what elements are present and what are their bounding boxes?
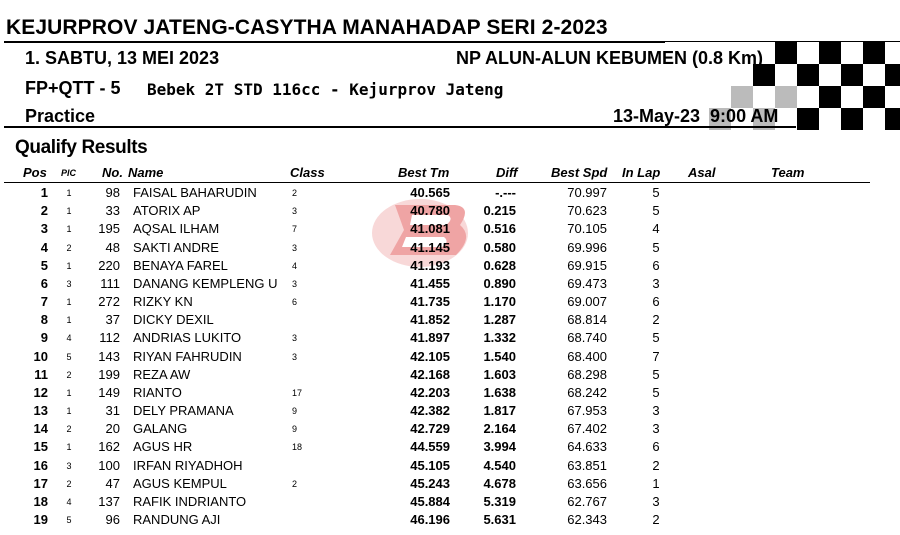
name-cell: RANDUNG AJI (133, 512, 221, 528)
event-title: KEJURPROV JATENG-CASYTHA MANAHADAP SERI 2-2023 (6, 16, 608, 39)
name-cell: AQSAL ILHAM (133, 221, 220, 237)
number-cell: 220 (98, 257, 120, 273)
table-row (0, 458, 900, 476)
class-cell: 2 (292, 478, 298, 489)
divider (4, 126, 796, 128)
pic-cell: 5 (66, 515, 72, 526)
name-cell: RIYAN FAHRUDIN (133, 348, 242, 364)
name-cell: GALANG (133, 421, 188, 437)
class-cell: 6 (292, 297, 298, 308)
in-lap-cell: 5 (652, 330, 660, 346)
table-row (0, 367, 900, 385)
session-timestamp: 13-May-23 9:00 AM (613, 106, 779, 126)
divider (4, 182, 870, 183)
name-cell: DELY PRAMANA (133, 403, 234, 419)
table-row (0, 349, 900, 367)
class-cell: 3 (292, 242, 298, 253)
table-row (0, 385, 900, 403)
pic-cell: 1 (66, 206, 72, 217)
name-cell: RIANTO (133, 384, 182, 400)
pic-cell: 4 (66, 333, 72, 344)
name-cell: REZA AW (133, 366, 191, 382)
class-cell: 17 (292, 387, 303, 398)
diff-cell: 0.580 (483, 239, 516, 255)
pos-cell: 14 (33, 421, 48, 437)
class-cell: 18 (292, 442, 303, 453)
pic-cell: 1 (66, 387, 72, 398)
pos-cell: 11 (34, 366, 48, 382)
table-row (0, 276, 900, 294)
best-speed-cell: 69.473 (567, 275, 607, 291)
col-name: Name (128, 165, 164, 180)
name-cell: AGUS KEMPUL (133, 475, 227, 491)
class-cell: 3 (292, 333, 298, 344)
best-time-cell: 41.897 (410, 330, 450, 346)
number-cell: 195 (98, 221, 120, 237)
number-cell: 33 (105, 203, 120, 219)
class-name: Bebek 2T STD 116cc - Kejurprov Jateng (147, 80, 504, 99)
pic-cell: 1 (66, 297, 72, 308)
number-cell: 199 (98, 366, 120, 382)
best-speed-cell: 62.343 (567, 512, 607, 528)
pic-cell: 1 (66, 260, 72, 271)
best-time-cell: 41.735 (410, 294, 450, 310)
best-speed-cell: 62.767 (567, 493, 607, 509)
number-cell: 143 (98, 348, 120, 364)
table-row (0, 258, 900, 276)
best-time-cell: 40.565 (410, 185, 450, 200)
in-lap-cell: 3 (652, 421, 660, 437)
pic-cell: 1 (66, 406, 72, 417)
pic-cell: 3 (66, 460, 72, 471)
diff-cell: 4.540 (483, 457, 516, 473)
diff-cell: 2.164 (483, 421, 516, 437)
pic-cell: 2 (66, 369, 72, 380)
class-cell: 7 (292, 224, 298, 235)
best-speed-cell: 68.298 (567, 366, 607, 382)
best-time-cell: 41.145 (410, 239, 450, 255)
number-cell: 98 (105, 185, 120, 200)
in-lap-cell: 3 (652, 403, 660, 419)
number-cell: 162 (98, 439, 120, 455)
diff-cell: 0.215 (483, 203, 516, 219)
number-cell: 149 (98, 384, 120, 400)
in-lap-cell: 5 (652, 185, 660, 200)
in-lap-cell: 5 (652, 239, 660, 255)
best-time-cell: 42.729 (410, 421, 450, 437)
best-time-cell: 45.243 (410, 475, 450, 491)
col-asal: Asal (688, 165, 716, 180)
diff-cell: 1.540 (483, 348, 516, 364)
event-venue: NP ALUN-ALUN KEBUMEN (0.8 Km) (456, 48, 764, 68)
number-cell: 112 (99, 330, 120, 346)
in-lap-cell: 6 (652, 257, 660, 273)
class-cell: 2 (292, 188, 298, 198)
diff-cell: 3.994 (483, 439, 516, 455)
name-cell: DICKY DEXIL (133, 312, 214, 328)
table-row (0, 240, 900, 258)
best-speed-cell: 68.740 (567, 330, 607, 346)
col-in-lap: In Lap (622, 165, 661, 180)
diff-cell: 1.817 (483, 403, 516, 419)
best-time-cell: 41.193 (410, 257, 450, 273)
best-speed-cell: 70.105 (567, 221, 607, 237)
number-cell: 100 (98, 457, 120, 473)
pos-cell: 7 (40, 294, 48, 310)
best-speed-cell: 68.400 (567, 348, 607, 364)
class-cell: 4 (292, 260, 298, 271)
table-row (0, 221, 900, 239)
col-class: Class (290, 165, 325, 180)
number-cell: 47 (105, 475, 120, 491)
number-cell: 20 (105, 421, 120, 437)
col-pos: Pos (23, 165, 47, 180)
number-cell: 31 (105, 403, 120, 419)
pic-cell: 3 (66, 278, 72, 289)
name-cell: AGUS HR (133, 439, 193, 455)
pic-cell: 2 (66, 242, 72, 253)
pos-cell: 2 (40, 203, 48, 219)
number-cell: 48 (105, 239, 120, 255)
table-row (0, 185, 900, 203)
event-date: 1. SABTU, 13 MEI 2023 (25, 48, 220, 68)
best-time-cell: 41.081 (410, 221, 450, 237)
name-cell: ATORIX AP (133, 203, 201, 219)
best-speed-cell: 68.242 (567, 384, 607, 400)
name-cell: SAKTI ANDRE (133, 239, 219, 255)
best-time-cell: 42.168 (410, 366, 450, 382)
table-row (0, 330, 900, 348)
col-pic: PIC (61, 168, 77, 178)
best-time-cell: 41.852 (410, 312, 450, 328)
best-speed-cell: 69.007 (567, 294, 607, 310)
diff-cell: 5.631 (483, 512, 516, 528)
table-row (0, 312, 900, 330)
session-code: FP+QTT - 5 (25, 78, 121, 98)
session-type: Practice (25, 106, 96, 126)
name-cell: ANDRIAS LUKITO (133, 330, 242, 346)
table-row (0, 203, 900, 221)
number-cell: 37 (105, 312, 120, 328)
diff-cell: 0.628 (483, 257, 516, 273)
name-cell: RIZKY KN (133, 294, 193, 310)
in-lap-cell: 2 (652, 457, 660, 473)
best-time-cell: 42.105 (410, 348, 450, 364)
class-cell: 9 (292, 424, 298, 435)
pos-cell: 5 (40, 257, 48, 273)
best-time-cell: 40.780 (410, 203, 450, 219)
pic-cell: 5 (66, 351, 72, 362)
table-row (0, 494, 900, 512)
best-time-cell: 44.559 (410, 439, 450, 455)
pos-cell: 6 (40, 275, 48, 291)
in-lap-cell: 5 (652, 366, 660, 382)
pos-cell: 10 (33, 348, 48, 364)
best-speed-cell: 64.633 (567, 439, 607, 455)
in-lap-cell: 3 (652, 275, 660, 291)
pos-cell: 16 (33, 457, 48, 473)
name-cell: RAFIK INDRIANTO (133, 493, 247, 509)
in-lap-cell: 3 (652, 493, 660, 509)
diff-cell: 1.638 (483, 384, 516, 400)
pic-cell: 1 (66, 315, 72, 326)
in-lap-cell: 6 (652, 439, 660, 455)
class-cell: 3 (292, 278, 298, 289)
pic-cell: 2 (66, 424, 72, 435)
best-time-cell: 45.105 (410, 457, 450, 473)
best-speed-cell: 63.851 (567, 457, 607, 473)
pic-cell: 1 (66, 188, 72, 198)
diff-cell: -.--- (495, 185, 516, 200)
class-cell: 3 (292, 351, 298, 362)
class-cell: 9 (292, 406, 298, 417)
in-lap-cell: 5 (652, 203, 660, 219)
best-speed-cell: 67.402 (567, 421, 607, 437)
diff-cell: 1.170 (483, 294, 516, 310)
table-row (0, 294, 900, 312)
diff-cell: 1.603 (483, 366, 516, 382)
pos-cell: 9 (40, 330, 48, 346)
in-lap-cell: 4 (652, 221, 660, 237)
pos-cell: 18 (33, 493, 48, 509)
in-lap-cell: 6 (652, 294, 660, 310)
name-cell: IRFAN RIYADHOH (133, 457, 243, 473)
number-cell: 96 (105, 512, 120, 528)
pic-cell: 1 (66, 442, 72, 453)
in-lap-cell: 2 (652, 512, 660, 528)
best-speed-cell: 63.656 (567, 475, 607, 491)
pos-cell: 12 (33, 384, 48, 400)
table-row (0, 476, 900, 494)
best-speed-cell: 69.915 (567, 257, 607, 273)
pos-cell: 17 (33, 475, 48, 491)
in-lap-cell: 1 (652, 475, 660, 491)
pos-cell: 13 (33, 403, 48, 419)
diff-cell: 0.516 (483, 221, 516, 237)
pic-cell: 2 (66, 478, 72, 489)
diff-cell: 4.678 (483, 475, 516, 491)
number-cell: 137 (98, 493, 120, 509)
col-diff: Diff (496, 165, 518, 180)
best-time-cell: 45.884 (410, 493, 450, 509)
in-lap-cell: 7 (652, 348, 660, 364)
col-no: No. (102, 165, 123, 180)
table-row (0, 439, 900, 457)
number-cell: 272 (98, 294, 120, 310)
col-best-spd: Best Spd (551, 165, 608, 180)
col-team: Team (771, 165, 805, 180)
diff-cell: 1.332 (483, 330, 516, 346)
best-time-cell: 41.455 (410, 275, 450, 291)
diff-cell: 0.890 (483, 275, 516, 291)
name-cell: DANANG KEMPLENG U (133, 275, 278, 291)
pos-cell: 19 (33, 512, 48, 528)
class-cell: 3 (292, 206, 298, 217)
qualify-results-heading: Qualify Results (15, 137, 148, 158)
table-row (0, 403, 900, 421)
pos-cell: 3 (40, 221, 48, 237)
pos-cell: 15 (33, 439, 48, 455)
name-cell: BENAYA FAREL (133, 257, 228, 273)
diff-cell: 5.319 (483, 493, 516, 509)
best-speed-cell: 70.997 (567, 185, 607, 200)
pos-cell: 8 (40, 312, 48, 328)
pic-cell: 4 (66, 496, 72, 507)
in-lap-cell: 2 (652, 312, 660, 328)
diff-cell: 1.287 (483, 312, 516, 328)
in-lap-cell: 5 (652, 384, 660, 400)
pos-cell: 1 (40, 185, 48, 200)
best-time-cell: 46.196 (410, 512, 450, 528)
best-time-cell: 42.203 (410, 384, 450, 400)
pos-cell: 4 (40, 239, 48, 255)
best-speed-cell: 70.623 (567, 203, 607, 219)
best-speed-cell: 69.996 (567, 239, 607, 255)
col-best-tm: Best Tm (398, 165, 450, 180)
best-speed-cell: 67.953 (567, 403, 607, 419)
pic-cell: 1 (66, 224, 72, 235)
name-cell: FAISAL BAHARUDIN (133, 185, 257, 200)
best-time-cell: 42.382 (410, 403, 450, 419)
table-row (0, 421, 900, 439)
number-cell: 111 (100, 275, 120, 291)
table-row (0, 512, 900, 530)
best-speed-cell: 68.814 (567, 312, 607, 328)
